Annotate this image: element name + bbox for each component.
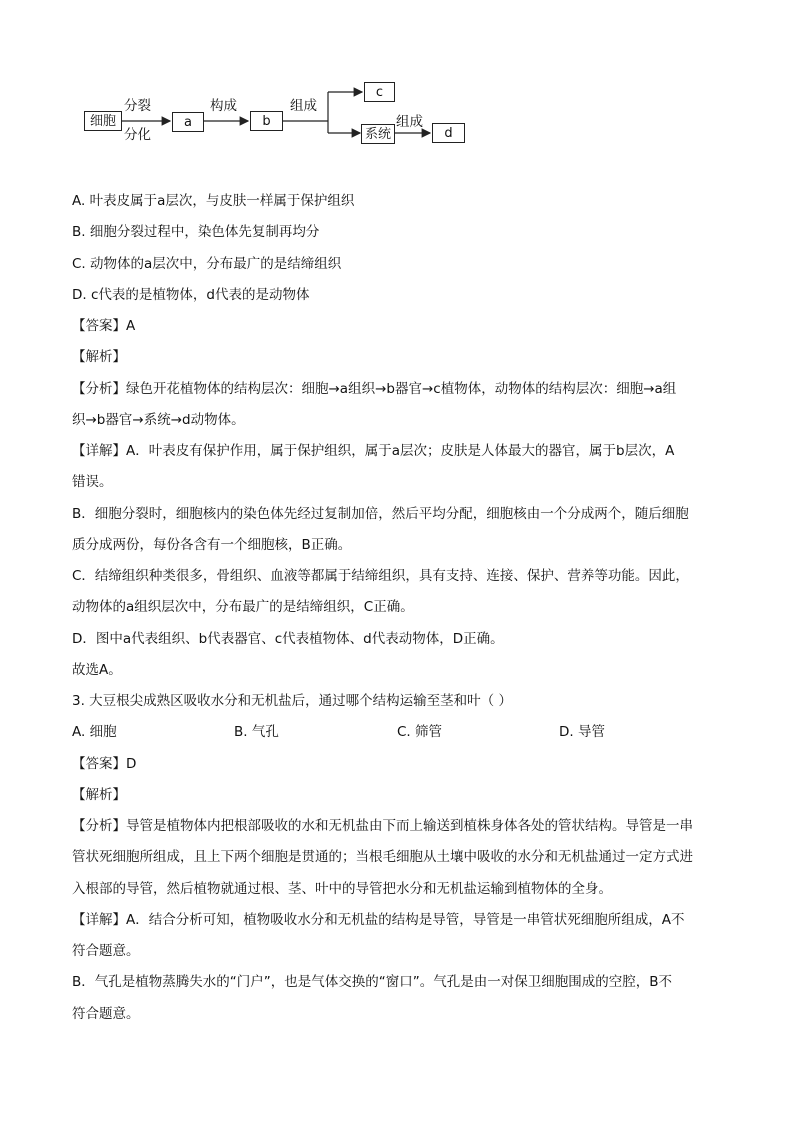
a-label: a bbox=[184, 115, 192, 130]
q2-option-d: D. c代表的是植物体，d代表的是动物体 bbox=[72, 287, 310, 303]
q3-analysis-line-1: 【分析】导管是植物体内把根部吸收的水和无机盐由下而上输送到植株身体各处的管状结构。导管是一串 bbox=[72, 818, 693, 834]
q3-detail-line-2: 符合题意。 bbox=[72, 943, 140, 959]
q2-detail-line-4: 质分成两份，每份各含有一个细胞核，B正确。 bbox=[72, 537, 352, 553]
q2-option-c: C. 动物体的a层次中，分布最广的是结缔组织 bbox=[72, 256, 342, 272]
differentiate-label: 分化 bbox=[124, 127, 151, 143]
q2-option-b: B. 细胞分裂过程中，染色体先复制再均分 bbox=[72, 224, 320, 240]
q3-option-d: D. 导管 bbox=[559, 724, 605, 740]
q2-answer: 【答案】A bbox=[72, 318, 136, 334]
system-box bbox=[361, 124, 395, 144]
q3-detail-line-1: 【详解】A．结合分析可知，植物吸收水分和无机盐的结构是导管，导管是一串管状死细胞所组成，A不 bbox=[72, 912, 685, 928]
q2-detail-line-3: B．细胞分裂时，细胞核内的染色体先经过复制加倍，然后平均分配，细胞核由一个分成两个，随后细胞 bbox=[72, 506, 689, 522]
cell-box bbox=[84, 111, 122, 131]
d-box bbox=[432, 123, 465, 143]
q3-analysis-title: 【解析】 bbox=[72, 787, 126, 803]
a-box bbox=[172, 112, 204, 132]
c-label: c bbox=[375, 85, 384, 100]
q2-option-a: A. 叶表皮属于a层次，与皮肤一样属于保护组织 bbox=[72, 193, 355, 209]
constitute-label: 构成 bbox=[210, 98, 237, 114]
cell-label: 细胞 bbox=[89, 114, 116, 129]
divide-label: 分裂 bbox=[124, 98, 151, 114]
b-box bbox=[250, 111, 283, 131]
q2-analysis-title: 【解析】 bbox=[72, 349, 126, 365]
q2-detail-line-5: C．结缔组织种类很多，骨组织、血液等都属于结缔组织，具有支持、连接、保护、营养等功能。因此， bbox=[72, 568, 689, 584]
q2-detail-line-7: D．图中a代表组织、b代表器官、c代表植物体、d代表动物体，D正确。 bbox=[72, 631, 504, 647]
q3-detail-line-3: B．气孔是植物蒸腾失水的“门户”，也是气体交换的“窗口”。气孔是由一对保卫细胞围成的空腔，B不 bbox=[72, 974, 672, 990]
q3-detail-line-4: 符合题意。 bbox=[72, 1006, 140, 1022]
c-box bbox=[364, 82, 395, 102]
q3-answer: 【答案】D bbox=[72, 756, 137, 772]
q3-option-a: A. 细胞 bbox=[72, 724, 117, 740]
q2-analysis-line-1: 【分析】绿色开花植物体的结构层次：细胞→a组织→b器官→c植物体，动物体的结构层次：细胞→a组 bbox=[72, 381, 677, 397]
compose-label-2: 组成 bbox=[396, 114, 423, 130]
q2-detail-line-1: 【详解】A．叶表皮有保护作用，属于保护组织，属于a层次；皮肤是人体最大的器官，属于b层次，A bbox=[72, 443, 675, 459]
q2-analysis-line-2: 织→b器官→系统→d动物体。 bbox=[72, 412, 245, 428]
compose-label-1: 组成 bbox=[290, 98, 317, 114]
system-label: 系统 bbox=[364, 127, 391, 142]
q3-analysis-line-3: 入根部的导管，然后植物就通过根、茎、叶中的导管把水分和无机盐运输到植物体的全身。 bbox=[72, 881, 612, 897]
structure-diagram bbox=[80, 76, 480, 151]
q2-detail-line-2: 错误。 bbox=[72, 474, 113, 490]
q3-option-b: B. 气孔 bbox=[234, 724, 279, 740]
q3-stem: 3. 大豆根尖成熟区吸收水分和无机盐后，通过哪个结构运输至茎和叶（ ） bbox=[72, 693, 512, 709]
q3-option-c: C. 筛管 bbox=[397, 724, 443, 740]
q2-detail-line-6: 动物体的a组织层次中，分布最广的是结缔组织，C正确。 bbox=[72, 599, 414, 615]
q3-analysis-line-2: 管状死细胞所组成，且上下两个细胞是贯通的；当根毛细胞从土壤中吸收的水分和无机盐通过一定方式进 bbox=[72, 849, 693, 865]
d-label: d bbox=[444, 126, 453, 141]
q2-choose: 故选A。 bbox=[72, 662, 122, 678]
b-label: b bbox=[262, 114, 271, 129]
